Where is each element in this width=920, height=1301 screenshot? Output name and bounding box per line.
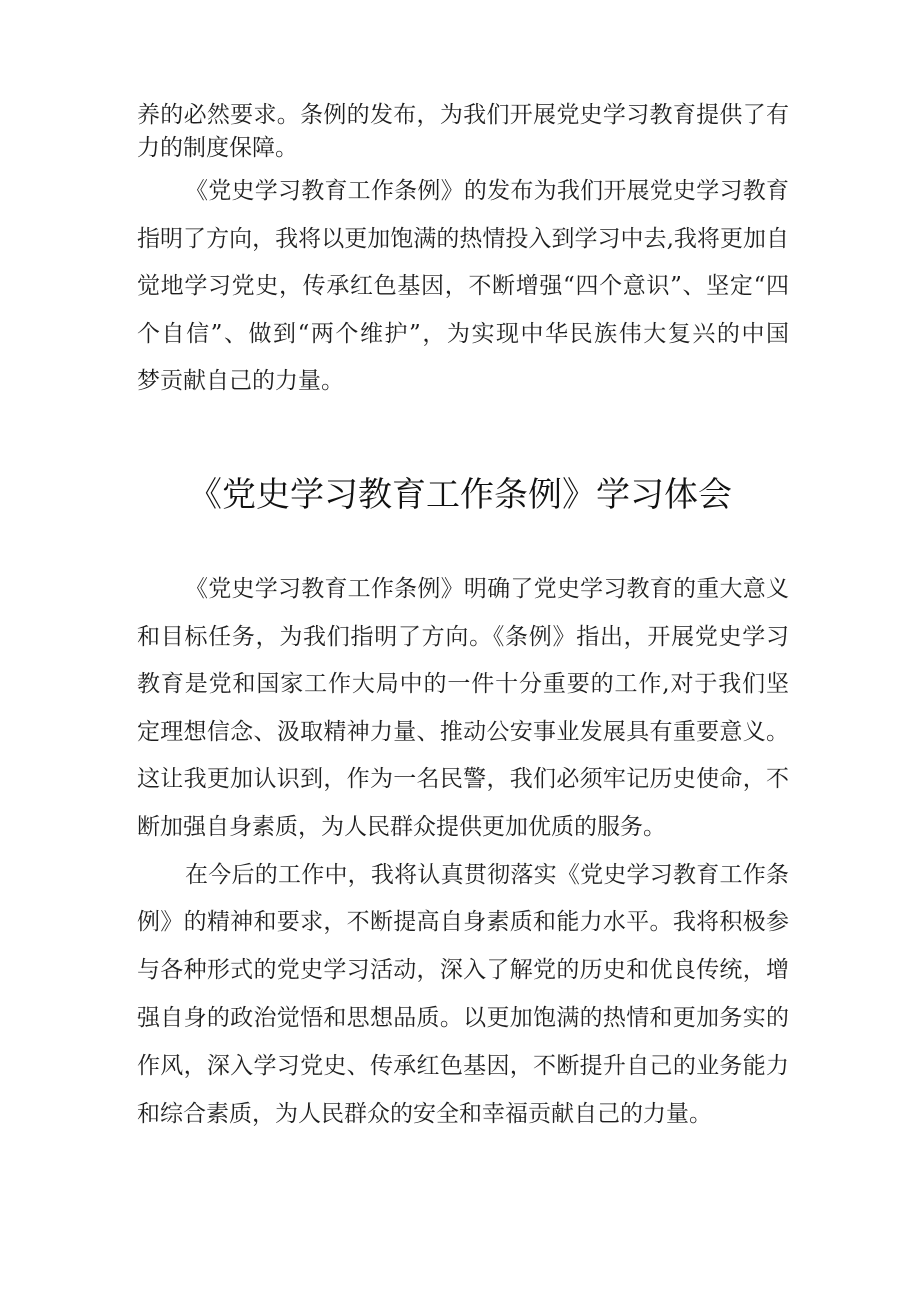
text-line: 指明了方向，我将以更加饱满的热情投入到学习中去,我将更加自 bbox=[137, 226, 789, 252]
text-line: 梦贡献自己的力量。 bbox=[137, 368, 344, 394]
text-line: 这让我更加认识到，作为一名民警，我们必须牢记历史使命，不 bbox=[137, 766, 789, 792]
text-line: 定理想信念、汲取精神力量、推动公安事业发展具有重要意义。 bbox=[137, 719, 789, 745]
text-line: 个自信”、做到“两个维护”，为实现中华民族伟大复兴的中国 bbox=[137, 321, 789, 347]
text-line: 作风，深入学习党史、传承红色基因，不断提升自己的业务能力 bbox=[137, 1053, 789, 1079]
text-line: 强自身的政治觉悟和思想品质。以更加饱满的热情和更加务实的 bbox=[137, 1005, 789, 1031]
text-line: 与各种形式的党史学习活动，深入了解党的历史和优良传统，增 bbox=[137, 957, 789, 983]
text-line: 断加强自身素质，为人民群众提供更加优质的服务。 bbox=[137, 814, 666, 840]
text-line: 和目标任务，为我们指明了方向。《条例》指出，开展党史学习 bbox=[137, 624, 789, 650]
text-line: 例》的精神和要求，不断提高自身素质和能力水平。我将积极参 bbox=[137, 909, 789, 935]
text-line: 在今后的工作中，我将认真贯彻落实《党史学习教育工作条 bbox=[185, 862, 789, 888]
text-line: 《党史学习教育工作条例》的发布为我们开展党史学习教育 bbox=[185, 178, 789, 204]
text-line: 养的必然要求。条例的发布，为我们开展党史学习教育提供了有 bbox=[137, 102, 789, 128]
section-title: 《党史学习教育工作条例》学习体会 bbox=[188, 475, 732, 515]
text-line: 力的制度保障。 bbox=[137, 135, 298, 161]
text-line: 和综合素质，为人民群众的安全和幸福贡献自己的力量。 bbox=[137, 1101, 712, 1127]
text-line: 觉地学习党史，传承红色基因，不断增强“四个意识”、坚定“四 bbox=[137, 273, 789, 299]
text-line: 教育是党和国家工作大局中的一件十分重要的工作,对于我们坚 bbox=[137, 671, 789, 697]
text-line: 《党史学习教育工作条例》明确了党史学习教育的重大意义 bbox=[185, 576, 789, 602]
